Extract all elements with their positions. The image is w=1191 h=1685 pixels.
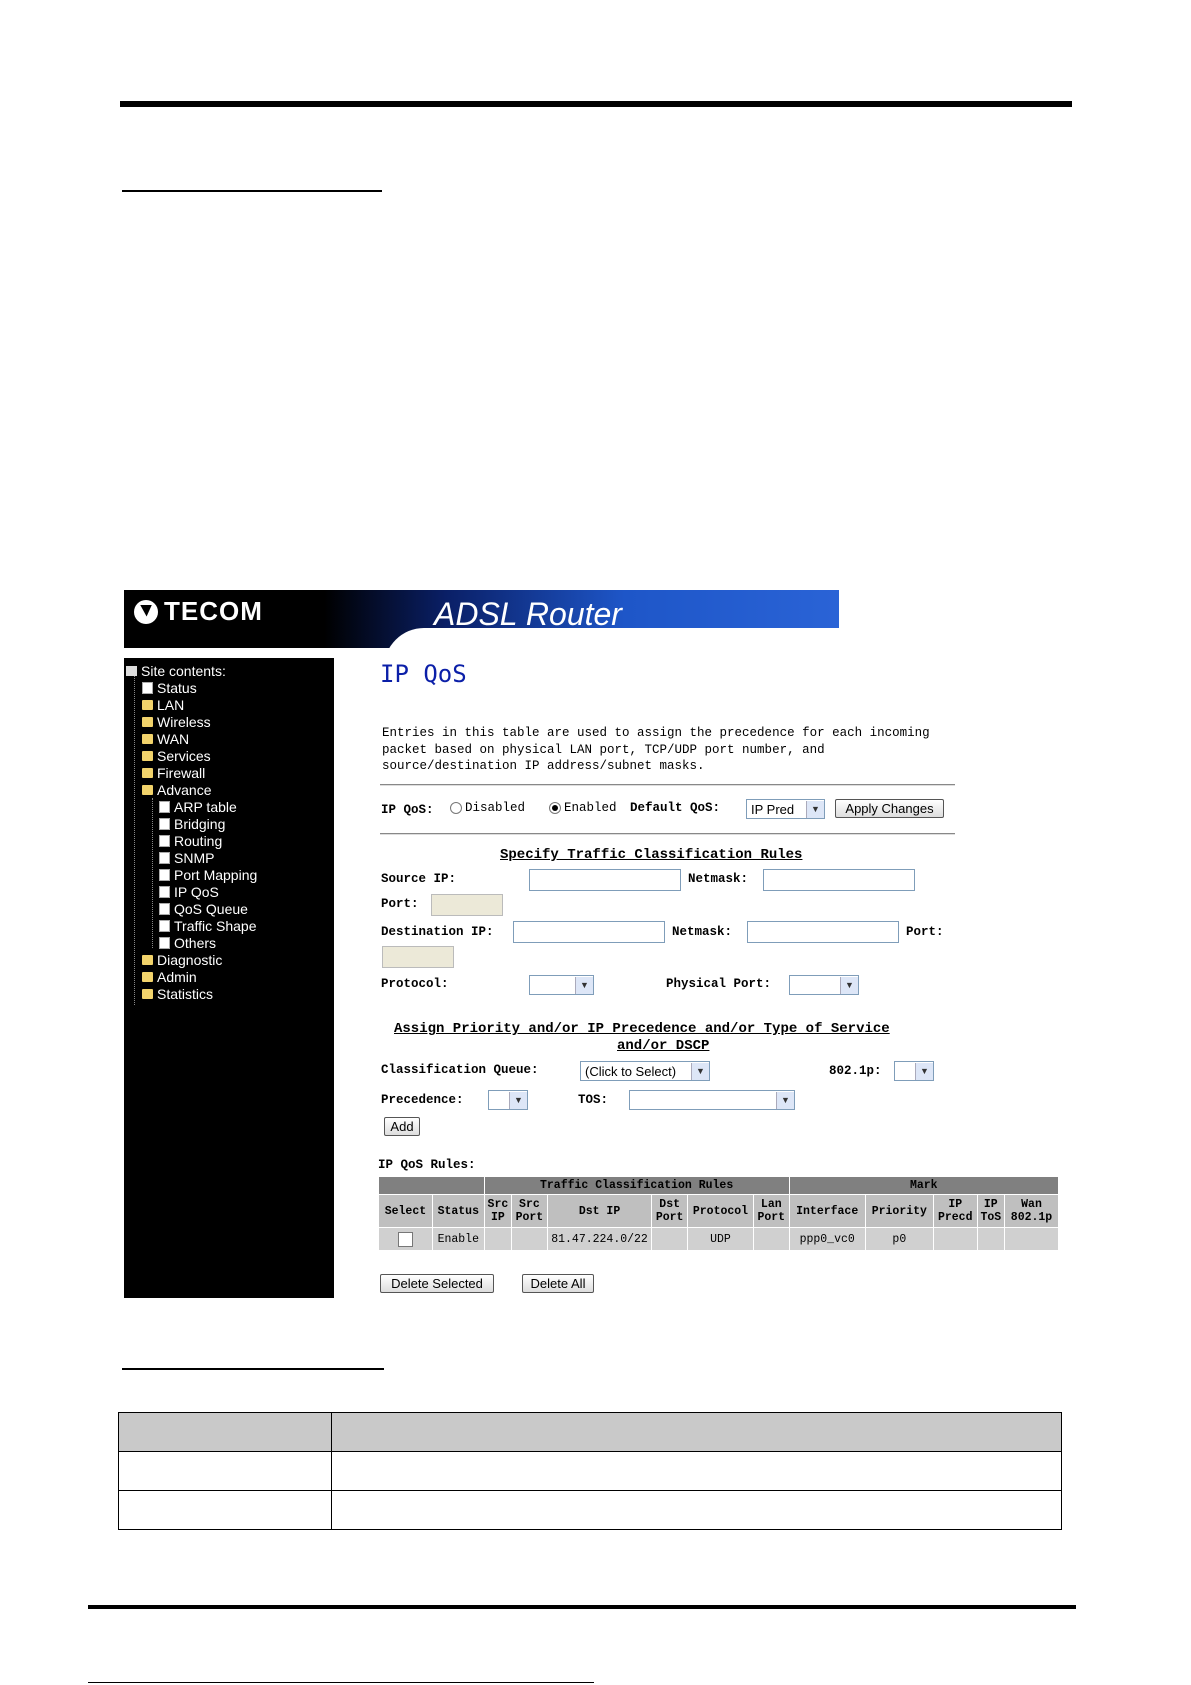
rules-table-title: IP QoS Rules: <box>378 1158 476 1172</box>
col-ip-precd: IP Precd <box>933 1195 977 1228</box>
section-heading-underline <box>122 190 382 192</box>
delete-selected-button[interactable]: Delete Selected <box>380 1274 494 1293</box>
col-dst-port: Dst Port <box>652 1195 688 1228</box>
dot1p-select[interactable] <box>894 1061 934 1081</box>
row-wan-8021p <box>1005 1228 1059 1251</box>
source-ip-label: Source IP: <box>381 872 457 886</box>
document-table-header <box>119 1413 1062 1452</box>
enabled-radio[interactable] <box>549 802 561 814</box>
sidebar-item-label: Advance <box>157 781 212 798</box>
logo-text: TECOM <box>164 596 263 626</box>
row-ip-tos <box>977 1228 1004 1251</box>
chevron-down-icon: ▼ <box>509 1092 527 1109</box>
chevron-down-icon: ▼ <box>806 801 824 818</box>
row-lan-port <box>754 1228 790 1251</box>
sidebar-item-label: Traffic Shape <box>174 917 257 934</box>
folder-icon <box>142 989 153 999</box>
classification-queue-label: Classification Queue: <box>381 1063 539 1077</box>
source-port-label: Port: <box>381 897 419 911</box>
row-dst-ip: 81.47.224.0/22 <box>547 1228 652 1251</box>
tecom-logo <box>134 596 263 627</box>
disabled-radio[interactable] <box>450 802 462 814</box>
sidebar-item-traffic-shape[interactable] <box>159 917 257 934</box>
page-icon <box>159 920 170 932</box>
sidebar-item-bridging[interactable] <box>159 815 225 832</box>
row-select-cell <box>379 1228 433 1251</box>
sidebar-item-admin[interactable] <box>142 968 197 985</box>
classification-group-header: Traffic Classification Rules <box>484 1177 789 1195</box>
sidebar-item-wireless[interactable] <box>142 713 211 730</box>
sidebar-item-port-mapping[interactable] <box>159 866 257 883</box>
physical-port-select[interactable] <box>789 975 859 995</box>
col-ip-tos: IP ToS <box>977 1195 1004 1228</box>
folder-icon <box>142 717 153 727</box>
col-src-port: Src Port <box>512 1195 548 1228</box>
ip-qos-label: IP QoS: <box>381 803 434 817</box>
page-icon <box>159 886 170 898</box>
sidebar-item-firewall[interactable] <box>142 764 205 781</box>
sidebar-item-lan[interactable] <box>142 696 184 713</box>
document-table-cell <box>119 1452 332 1491</box>
document-table-cell <box>332 1491 1062 1530</box>
destination-netmask-input[interactable] <box>747 921 899 943</box>
col-dst-ip: Dst IP <box>547 1195 652 1228</box>
tecom-logo-icon <box>134 600 158 624</box>
disabled-label: Disabled <box>465 801 526 815</box>
sidebar-item-status[interactable] <box>142 679 197 696</box>
page-icon <box>159 869 170 881</box>
apply-changes-button[interactable]: Apply Changes <box>835 799 944 818</box>
page-icon <box>159 852 170 864</box>
classification-queue-value: (Click to Select) <box>585 1063 677 1079</box>
sidebar-item-label: ARP table <box>174 798 237 815</box>
document-table-row <box>119 1452 1062 1491</box>
row-dst-port <box>652 1228 688 1251</box>
priority-heading-line2: and/or DSCP <box>617 1038 710 1054</box>
header-rule <box>120 101 1072 107</box>
destination-ip-input[interactable] <box>513 921 665 943</box>
sidebar-item-label: Firewall <box>157 764 206 781</box>
tree-root[interactable] <box>126 662 226 679</box>
site-tree-sidebar <box>124 658 334 1298</box>
sidebar-item-label: Others <box>174 934 217 951</box>
document-table-cell <box>332 1413 1062 1452</box>
col-status: Status <box>432 1195 484 1228</box>
sidebar-item-label: Diagnostic <box>157 951 223 968</box>
destination-netmask-label: Netmask: <box>672 925 733 939</box>
page-icon <box>159 835 170 847</box>
table-column-header <box>379 1195 1059 1228</box>
delete-all-button[interactable]: Delete All <box>522 1274 594 1293</box>
row-status: Enable <box>432 1228 484 1251</box>
sidebar-item-arp-table[interactable] <box>159 798 237 815</box>
default-qos-label: Default QoS: <box>630 801 721 815</box>
mark-group-header: Mark <box>789 1177 1058 1195</box>
folder-icon <box>142 734 153 744</box>
sidebar-item-label: IP QoS <box>174 883 219 900</box>
precedence-select[interactable] <box>488 1090 528 1110</box>
section-heading-underline <box>122 1368 384 1370</box>
document-table <box>118 1412 1062 1530</box>
col-wan-8021p: Wan 802.1p <box>1005 1195 1059 1228</box>
row-src-port <box>512 1228 548 1251</box>
sidebar-item-routing[interactable] <box>159 832 222 849</box>
folder-icon <box>142 751 153 761</box>
tos-select[interactable] <box>629 1090 795 1110</box>
protocol-label: Protocol: <box>381 977 449 991</box>
row-ip-precd <box>933 1228 977 1251</box>
footer-rule <box>88 1605 1076 1609</box>
page-description: Entries in this table are used to assign the precedence for each incoming packet based on physical LAN port, TCP/UDP port number, and source/destination IP address/subnet masks. <box>382 726 930 773</box>
page-icon <box>159 903 170 915</box>
sidebar-item-label: QoS Queue <box>174 900 248 917</box>
default-qos-value: IP Pred <box>751 801 795 817</box>
col-select: Select <box>379 1195 433 1228</box>
chevron-down-icon: ▼ <box>840 977 858 994</box>
page-icon <box>142 682 153 694</box>
chevron-down-icon: ▼ <box>691 1063 709 1080</box>
sidebar-item-label: WAN <box>157 730 190 747</box>
sidebar-item-label: SNMP <box>174 849 215 866</box>
sidebar-item-statistics[interactable] <box>142 985 213 1002</box>
col-priority: Priority <box>865 1195 933 1228</box>
qos-enabled-option[interactable] <box>549 801 617 815</box>
sidebar-item-qos-queue[interactable] <box>159 900 248 917</box>
source-port-input[interactable] <box>431 894 503 916</box>
row-select-checkbox[interactable] <box>398 1232 413 1247</box>
footer-thin-rule <box>88 1682 594 1683</box>
sidebar-item-services[interactable] <box>142 747 211 764</box>
physical-port-label: Physical Port: <box>666 977 772 991</box>
source-netmask-label: Netmask: <box>688 872 749 886</box>
blank-header <box>379 1177 485 1195</box>
banner-title: ADSL Router <box>434 596 622 632</box>
sidebar-item-label: Admin <box>157 968 197 985</box>
folder-open-icon <box>142 785 153 795</box>
classification-queue-select[interactable] <box>580 1061 710 1081</box>
document-table-cell <box>119 1491 332 1530</box>
document-table-row <box>119 1491 1062 1530</box>
sidebar-item-ip-qos[interactable] <box>159 883 219 900</box>
sidebar-item-label: Bridging <box>174 815 226 832</box>
tree-root-label: Site contents: <box>141 662 226 679</box>
tree-root-icon <box>126 666 137 676</box>
folder-icon <box>142 700 153 710</box>
router-banner <box>124 590 839 648</box>
sidebar-item-label: Routing <box>174 832 223 849</box>
sidebar-item-others[interactable] <box>159 934 216 951</box>
row-interface: ppp0_vc0 <box>789 1228 865 1251</box>
default-qos-select[interactable] <box>746 799 825 819</box>
page-icon <box>159 801 170 813</box>
qos-rules-table <box>378 1176 1059 1251</box>
page-icon <box>159 818 170 830</box>
priority-heading: Assign Priority and/or IP Precedence and/or Type of Service <box>394 1021 890 1037</box>
folder-icon <box>142 955 153 965</box>
sidebar-item-advance[interactable] <box>142 781 211 798</box>
sidebar-item-wan[interactable] <box>142 730 189 747</box>
enabled-label: Enabled <box>564 801 617 815</box>
source-netmask-input[interactable] <box>763 869 915 891</box>
dot1p-label: 802.1p: <box>829 1064 882 1078</box>
source-ip-input[interactable] <box>529 869 681 891</box>
sidebar-item-label: Services <box>157 747 211 764</box>
col-protocol: Protocol <box>687 1195 753 1228</box>
divider <box>380 784 955 786</box>
page-icon <box>159 937 170 949</box>
folder-icon <box>142 768 153 778</box>
precedence-label: Precedence: <box>381 1093 464 1107</box>
sidebar-item-label: LAN <box>157 696 185 713</box>
page-title: IP QoS <box>380 660 467 688</box>
sidebar-item-diagnostic[interactable] <box>142 951 222 968</box>
row-priority: p0 <box>865 1228 933 1251</box>
sidebar-item-label: Wireless <box>157 713 211 730</box>
row-protocol: UDP <box>687 1228 753 1251</box>
sidebar-item-label: Statistics <box>157 985 214 1002</box>
col-src-ip: Src IP <box>484 1195 511 1228</box>
table-row <box>379 1228 1059 1251</box>
folder-icon <box>142 972 153 982</box>
destination-ip-label: Destination IP: <box>381 925 494 939</box>
chevron-down-icon: ▼ <box>776 1092 794 1109</box>
sidebar-item-label: Status <box>157 679 197 696</box>
col-lan-port: Lan Port <box>754 1195 790 1228</box>
qos-disabled-option[interactable] <box>450 801 525 815</box>
destination-port-input[interactable] <box>382 946 454 968</box>
chevron-down-icon: ▼ <box>915 1063 933 1080</box>
divider <box>380 833 955 835</box>
sidebar-item-label: Port Mapping <box>174 866 258 883</box>
table-group-header <box>379 1177 1059 1195</box>
destination-port-label: Port: <box>906 925 944 939</box>
protocol-select[interactable] <box>529 975 594 995</box>
classification-heading: Specify Traffic Classification Rules <box>500 847 803 863</box>
row-src-ip <box>484 1228 511 1251</box>
sidebar-item-snmp[interactable] <box>159 849 214 866</box>
add-button[interactable]: Add <box>384 1117 420 1136</box>
tos-label: TOS: <box>578 1093 609 1107</box>
chevron-down-icon: ▼ <box>575 977 593 994</box>
col-interface: Interface <box>789 1195 865 1228</box>
document-table-cell <box>332 1452 1062 1491</box>
document-table-cell <box>119 1413 332 1452</box>
